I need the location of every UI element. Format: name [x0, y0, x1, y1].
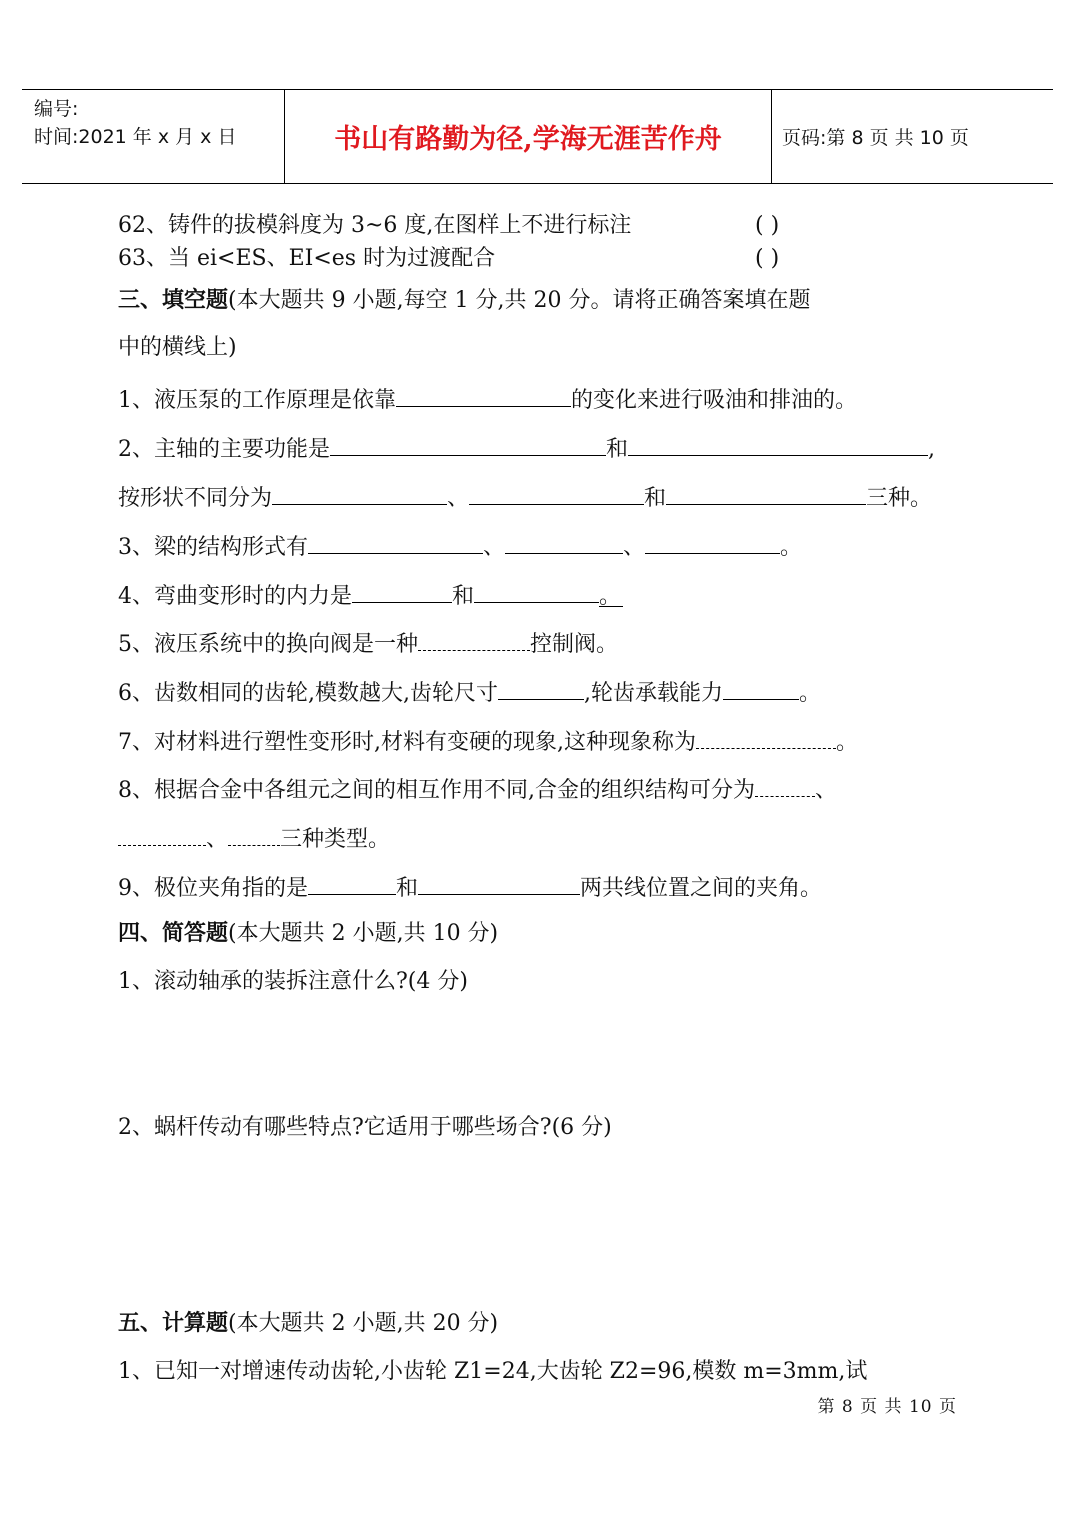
page-header	[22, 89, 1053, 184]
blank[interactable]	[469, 482, 644, 505]
blank[interactable]	[272, 482, 447, 505]
fill-question-1: 1、液压泵的工作原理是依靠 的变化来进行吸油和排油的。	[118, 384, 857, 414]
fill-question-8-cont: 、 三种类型。	[118, 823, 390, 853]
blank[interactable]	[628, 433, 928, 456]
blank[interactable]	[505, 531, 623, 554]
blank[interactable]	[755, 774, 815, 797]
motto: 书山有路勤为径,学海无涯苦作舟	[285, 90, 772, 183]
section3-heading: 三、填空题(本大题共 9 小题,每空 1 分,共 20 分。请将正确答案填在题	[118, 287, 811, 313]
blank[interactable]	[118, 823, 206, 846]
blank[interactable]	[418, 628, 530, 651]
short-answer-1: 1、滚动轴承的装拆注意什么?(4 分)	[118, 969, 468, 994]
page-label: 页码:第 8 页 共 10 页	[782, 127, 969, 149]
blank[interactable]	[474, 580, 599, 603]
short-answer-2: 2、蜗杆传动有哪些特点?它适用于哪些场合?(6 分)	[118, 1115, 612, 1140]
header-info-cell	[22, 90, 285, 183]
fill-question-3: 3、梁的结构形式有 、 、 。	[118, 531, 802, 561]
fill-question-5: 5、液压系统中的换向阀是一种 控制阀。	[118, 628, 618, 658]
blank[interactable]	[308, 872, 396, 895]
blank[interactable]	[666, 482, 866, 505]
blank[interactable]	[330, 433, 606, 456]
section4-heading: 四、简答题(本大题共 2 小题,共 10 分)	[118, 920, 499, 946]
fill-question-6: 6、齿数相同的齿轮,模数越大,齿轮尺寸 ,轮齿承载能力 。	[118, 677, 821, 707]
fill-question-2: 2、主轴的主要功能是 和 ,	[118, 433, 935, 463]
judge-paren-62: ( )	[755, 213, 780, 238]
blank[interactable]	[308, 531, 483, 554]
page-footer: 第 8 页 共 10 页	[817, 1397, 957, 1417]
blank[interactable]	[723, 677, 799, 700]
blank[interactable]	[418, 872, 580, 895]
fill-question-4: 4、弯曲变形时的内力是 和 。	[118, 580, 623, 610]
judge-item-62: 62、铸件的拔模斜度为 3~6 度,在图样上不进行标注	[118, 213, 632, 238]
blank[interactable]	[498, 677, 584, 700]
calc-question-1: 1、已知一对增速传动齿轮,小齿轮 Z1=24,大齿轮 Z2=96,模数 m=3mm,试	[118, 1359, 868, 1384]
blank[interactable]	[352, 580, 452, 603]
judge-paren-63: ( )	[755, 246, 780, 271]
section5-heading: 五、计算题(本大题共 2 小题,共 20 分)	[118, 1310, 499, 1336]
time-label: 时间:2021 年 x 月 x 日	[34, 126, 237, 148]
blank[interactable]	[396, 384, 571, 407]
judge-item-63: 63、当 ei<ES、EI<es 时为过渡配合	[118, 246, 496, 271]
fill-question-2-cont: 按形状不同分为 、 和 三种。	[118, 482, 932, 512]
blank[interactable]	[645, 531, 780, 554]
fill-question-7: 7、对材料进行塑性变形时,材料有变硬的现象,这种现象称为 。	[118, 726, 858, 756]
section3-heading-cont: 中的横线上)	[118, 335, 237, 360]
blank[interactable]	[228, 823, 280, 846]
fill-question-9: 9、极位夹角指的是 和 两共线位置之间的夹角。	[118, 872, 822, 902]
blank[interactable]	[696, 726, 836, 749]
number-label: 编号:	[34, 98, 79, 120]
fill-question-8: 8、根据合金中各组元之间的相互作用不同,合金的组织结构可分为 、	[118, 774, 837, 804]
